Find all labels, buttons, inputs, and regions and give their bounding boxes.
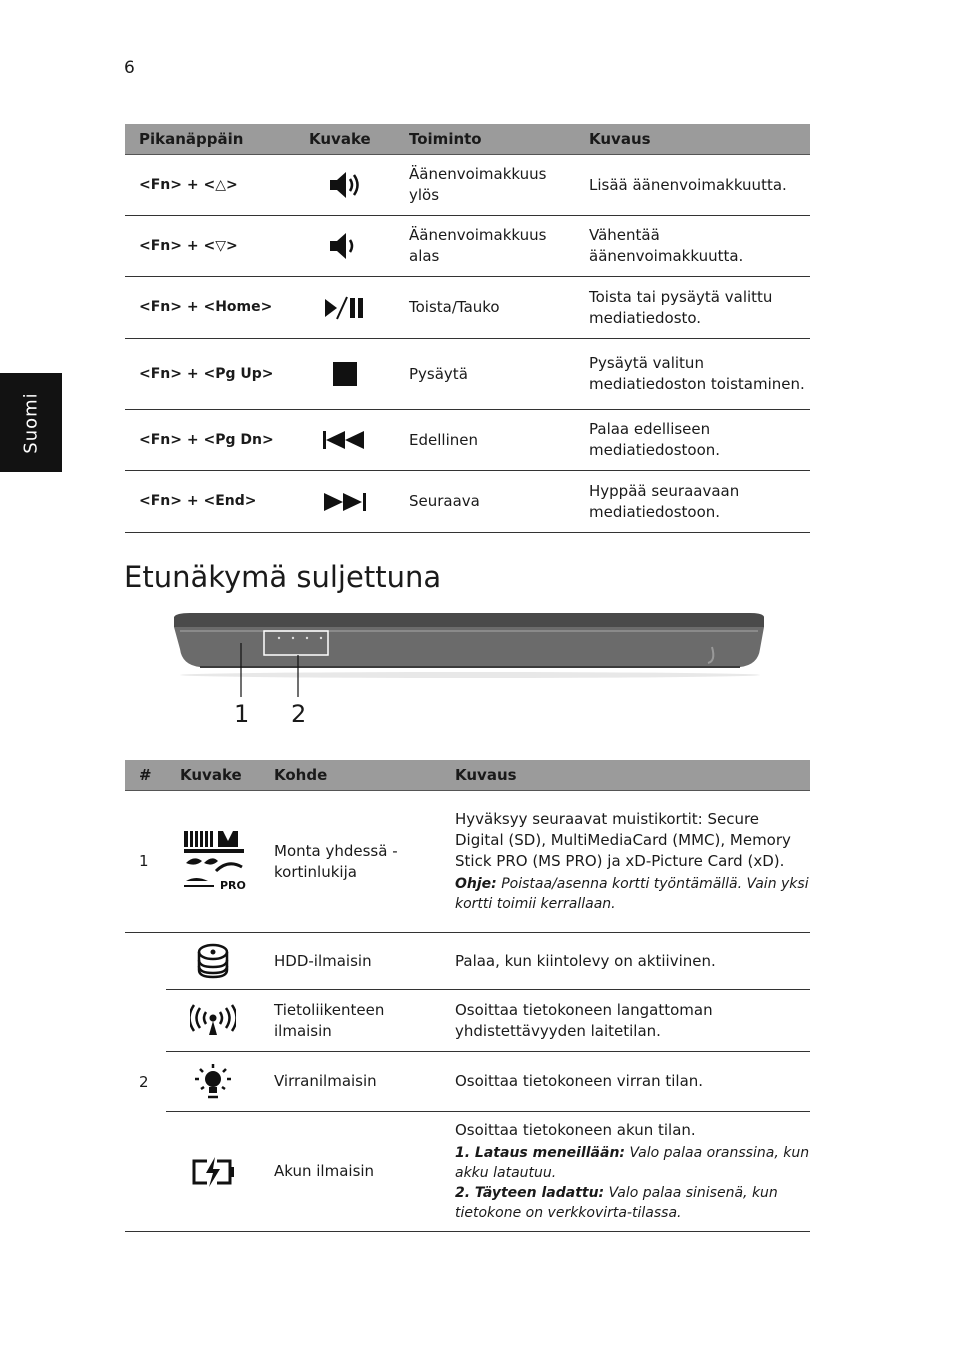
- front-view-table: [125, 760, 810, 1232]
- note-label: Ohje:: [455, 876, 497, 892]
- hdd-icon: [166, 933, 260, 990]
- column-header: #: [125, 760, 166, 791]
- row-number: 1: [125, 791, 166, 933]
- hotkey: <Fn> + <Pg Dn>: [125, 410, 295, 471]
- hotkey: <Fn> + <Pg Up>: [125, 339, 295, 410]
- table-row: [125, 990, 810, 1052]
- item-name: Monta yhdessä -kortinlukija: [260, 791, 441, 933]
- description: Palaa edelliseen mediatiedostoon.: [575, 410, 810, 471]
- hotkey: <Fn> + <△>: [125, 155, 295, 216]
- note-text: Valo palaa oranssina, kun akku latautuu.: [455, 1145, 810, 1181]
- description: Toista tai pysäytä valittu mediatiedosto.: [575, 277, 810, 339]
- battery-icon: [166, 1112, 260, 1232]
- wireless-icon: [166, 990, 260, 1052]
- table-row: [125, 933, 810, 990]
- column-header: Kohde: [260, 760, 441, 791]
- stop-icon: [295, 339, 395, 410]
- table-row: [125, 791, 810, 933]
- callout-2: 2: [291, 700, 307, 728]
- table-header-row: [125, 760, 810, 791]
- language-side-tab: [0, 373, 62, 472]
- function: Äänenvoimakkuus alas: [395, 216, 575, 277]
- description: Lisää äänenvoimakkuutta.: [575, 155, 810, 216]
- description: Osoittaa tietokoneen virran tilan.: [441, 1052, 810, 1112]
- table-row: [125, 216, 810, 277]
- note-label: 2. Täyteen ladattu:: [455, 1185, 605, 1201]
- table-row: [125, 155, 810, 216]
- callout-1: 1: [234, 700, 250, 728]
- description: Osoittaa tietokoneen langattoman yhdistettävyyden laitetilan.: [441, 990, 810, 1052]
- description: Hyppää seuraavaan mediatiedostoon.: [575, 471, 810, 533]
- note: [455, 874, 810, 914]
- description: [441, 1112, 810, 1232]
- section-title: Etunäkymä suljettuna: [124, 560, 442, 594]
- item-name: Akun ilmaisin: [260, 1112, 441, 1232]
- function: Edellinen: [395, 410, 575, 471]
- note-label: 1. Lataus meneillään:: [455, 1145, 626, 1161]
- function: Toista/Tauko: [395, 277, 575, 339]
- table-row: [125, 277, 810, 339]
- description: Vähentää äänenvoimakkuutta.: [575, 216, 810, 277]
- volume-up-icon: [295, 155, 395, 216]
- closed-laptop-front-image: [160, 605, 780, 725]
- description: [441, 791, 810, 933]
- hotkey: <Fn> + <▽>: [125, 216, 295, 277]
- volume-down-icon: [295, 216, 395, 277]
- play-pause-icon: [295, 277, 395, 339]
- page-number: 6: [124, 58, 135, 78]
- note-text: Poistaa/asenna kortti työntämällä. Vain yksi kortti toimii kerrallaan.: [455, 876, 809, 912]
- table-header-row: [125, 124, 810, 155]
- description-text: Hyväksyy seuraavat muistikortit: Secure Digital (SD), MultiMediaCard (MMC), Memory Stick PRO (MS PRO) ja xD-Picture Card (xD).: [455, 810, 791, 870]
- table-row: [125, 410, 810, 471]
- hotkey: <Fn> + <End>: [125, 471, 295, 533]
- table-row: [125, 339, 810, 410]
- power-light-icon: [166, 1052, 260, 1112]
- column-header: Kuvaus: [575, 124, 810, 155]
- description: Palaa, kun kiintolevy on aktiivinen.: [441, 933, 810, 990]
- column-header: Pikanäppäin: [125, 124, 295, 155]
- next-icon: [295, 471, 395, 533]
- column-header: Toiminto: [395, 124, 575, 155]
- side-tab-label: Suomi: [20, 392, 42, 454]
- item-name: HDD-ilmaisin: [260, 933, 441, 990]
- note-text: Valo palaa sinisenä, kun tietokone on verkkovirta-tilassa.: [455, 1185, 778, 1221]
- function: Pysäytä: [395, 339, 575, 410]
- function: Äänenvoimakkuus ylös: [395, 155, 575, 216]
- note: [455, 1143, 810, 1223]
- function: Seuraava: [395, 471, 575, 533]
- table-row: [125, 471, 810, 533]
- card-reader-icon: [166, 791, 260, 933]
- column-header: Kuvaus: [441, 760, 810, 791]
- hotkey: <Fn> + <Home>: [125, 277, 295, 339]
- card-reader-logo-text: PRO: [220, 878, 246, 892]
- column-header: Kuvake: [166, 760, 260, 791]
- shortcut-table: [125, 124, 810, 533]
- table-row: [125, 1052, 810, 1112]
- row-number: 2: [125, 933, 166, 1232]
- table-row: [125, 1112, 810, 1232]
- column-header: Kuvake: [295, 124, 395, 155]
- description-text: Osoittaa tietokoneen akun tilan.: [455, 1121, 696, 1139]
- item-name: Tietoliikenteen ilmaisin: [260, 990, 441, 1052]
- item-name: Virranilmaisin: [260, 1052, 441, 1112]
- description: Pysäytä valitun mediatiedoston toistaminen.: [575, 339, 810, 410]
- previous-icon: [295, 410, 395, 471]
